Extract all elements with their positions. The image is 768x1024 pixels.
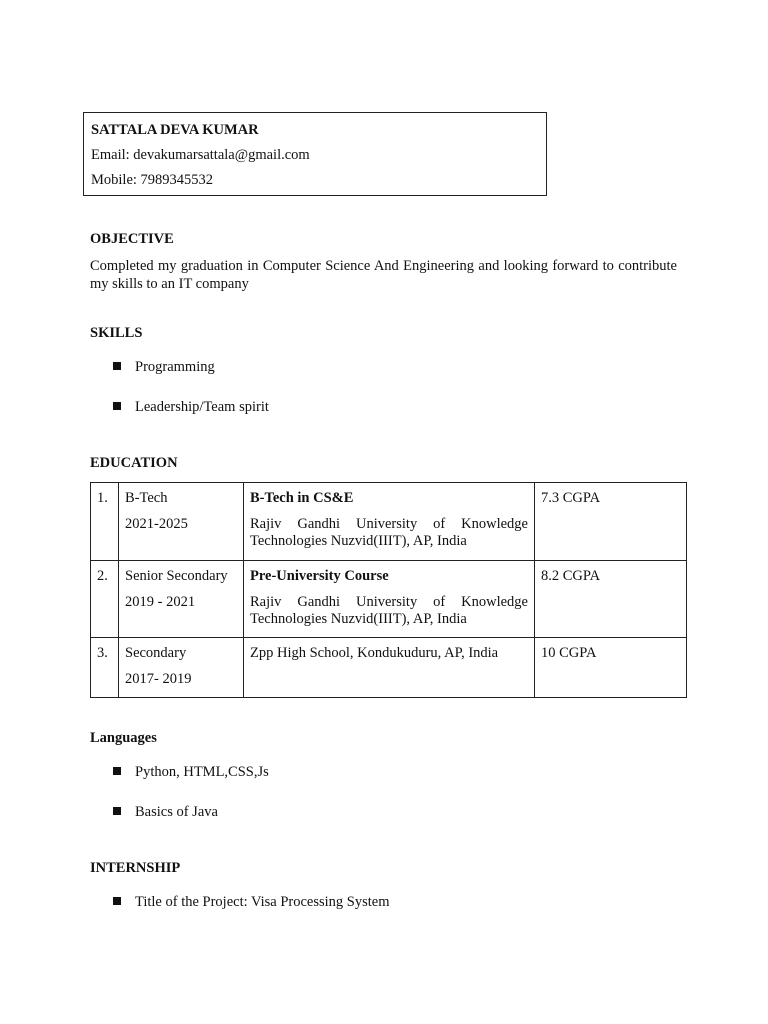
education-heading: EDUCATION (90, 455, 178, 471)
institution-text: Rajiv Gandhi University of Knowledge Technologies Nuzvid(IIIT), AP, India (250, 515, 528, 549)
course-title: B-Tech in CS&E (250, 490, 354, 506)
years-label: 2019 - 2021 (125, 593, 196, 610)
bullet-square-icon (113, 767, 121, 775)
internship-label: Title of the Project: Visa Processing System (135, 894, 390, 910)
table-row (91, 561, 687, 638)
institution-text: Zpp High School, Kondukuduru, AP, India (250, 645, 499, 661)
institution-text: Rajiv Gandhi University of Knowledge Technologies Nuzvid(IIIT), AP, India (250, 593, 528, 627)
contact-box (83, 112, 547, 196)
education-table (90, 482, 687, 698)
row-number: 2. (91, 561, 119, 638)
candidate-name: SATTALA DEVA KUMAR (91, 122, 259, 138)
skills-heading: SKILLS (90, 325, 143, 341)
level-label: Secondary (125, 645, 187, 661)
skill-label: Programming (135, 359, 215, 375)
internship-item (113, 894, 390, 911)
years-label: 2021-2025 (125, 515, 188, 532)
languages-heading: Languages (90, 730, 157, 746)
language-item (113, 764, 269, 781)
table-row (91, 638, 687, 698)
internship-heading: INTERNSHIP (90, 860, 181, 876)
course-cell (244, 483, 535, 561)
score-cell: 8.2 CGPA (535, 561, 687, 638)
bullet-square-icon (113, 807, 121, 815)
level-cell (119, 561, 244, 638)
score-cell: 10 CGPA (535, 638, 687, 698)
table-row (91, 483, 687, 561)
objective-text: Completed my graduation in Computer Science And Engineering and looking forward to contribute my skills to an IT company (90, 258, 677, 292)
bullet-square-icon (113, 402, 121, 410)
language-label: Basics of Java (135, 804, 218, 820)
language-label: Python, HTML,CSS,Js (135, 764, 269, 780)
score-cell: 7.3 CGPA (535, 483, 687, 561)
bullet-square-icon (113, 362, 121, 370)
course-cell (244, 561, 535, 638)
row-number: 3. (91, 638, 119, 698)
skill-item (113, 359, 215, 376)
level-cell (119, 483, 244, 561)
level-cell (119, 638, 244, 698)
level-label: Senior Secondary (125, 568, 228, 584)
row-number: 1. (91, 483, 119, 561)
skill-item (113, 399, 269, 416)
objective-heading: OBJECTIVE (90, 231, 174, 247)
years-label: 2017- 2019 (125, 670, 192, 687)
email-line: Email: devakumarsattala@gmail.com (91, 147, 310, 163)
course-cell (244, 638, 535, 698)
mobile-line: Mobile: 7989345532 (91, 172, 214, 188)
skill-label: Leadership/Team spirit (135, 399, 269, 415)
course-title: Pre-University Course (250, 568, 389, 584)
level-label: B-Tech (125, 490, 168, 506)
bullet-square-icon (113, 897, 121, 905)
language-item (113, 804, 218, 821)
